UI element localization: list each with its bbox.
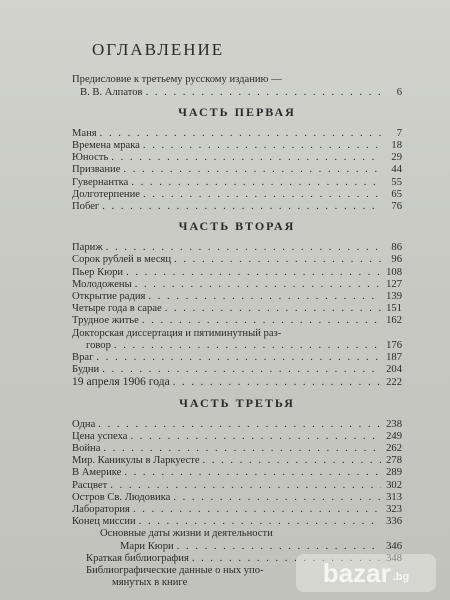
toc-entry (72, 340, 402, 352)
toc-entry (72, 152, 402, 164)
leader-dots (146, 87, 381, 99)
entry-label: Трудное житье (72, 315, 139, 327)
watermark-tld: .bg (392, 571, 410, 583)
leader-dots (177, 541, 381, 553)
page-number: 162 (386, 315, 402, 327)
entry-label: Маня (72, 127, 97, 139)
appendix-label-continued: Мари Кюри (120, 540, 174, 552)
leader-dots (102, 201, 381, 213)
watermark-text: bazar (322, 557, 391, 588)
page-number: 55 (391, 176, 402, 188)
entry-label: Гувернантка (72, 176, 129, 188)
part-two (72, 219, 402, 389)
entry-label: Времена мрака (72, 139, 140, 151)
appendix-label-continued: мянутых в книге (112, 577, 188, 589)
toc-entry (72, 504, 402, 516)
toc-entry (72, 516, 402, 528)
page-number: 44 (391, 164, 402, 176)
toc-entry (72, 480, 402, 492)
part-heading: ЧАСТЬ ТРЕТЬЯ (179, 395, 295, 410)
toc-entry (72, 431, 402, 443)
page-number: 176 (386, 339, 402, 351)
toc-entry (72, 189, 402, 201)
entry-label: Молодожены (72, 278, 132, 290)
leader-dots (143, 189, 381, 201)
page-number: 262 (386, 442, 402, 454)
part-heading: ЧАСТЬ ВТОРАЯ (178, 219, 296, 234)
leader-dots (106, 242, 381, 254)
page-number: 151 (386, 303, 402, 315)
toc-entry (72, 315, 402, 327)
entry-label: Париж (72, 242, 103, 254)
leader-dots (148, 291, 381, 303)
page-number: 65 (391, 188, 402, 200)
toc-entry (72, 164, 402, 176)
toc-entry (72, 254, 402, 266)
page-number: 187 (386, 351, 402, 363)
leader-dots (133, 504, 381, 516)
leader-dots (96, 352, 381, 364)
leader-dots (139, 516, 381, 528)
page-number: 76 (391, 200, 402, 212)
entry-label: Лаборатория (72, 503, 130, 515)
entry-label: Остров Св. Людовика (72, 491, 171, 503)
entry-label: В Америке (72, 467, 122, 479)
page-number: 238 (386, 418, 402, 430)
preface-author: В. В. Алпатов (80, 86, 143, 98)
part-heading: ЧАСТЬ ПЕРВАЯ (178, 104, 296, 119)
leader-dots (103, 443, 381, 455)
page-number: 323 (386, 503, 402, 515)
toc-entry (72, 177, 402, 189)
entry-label: Пьер Кюри (72, 266, 124, 278)
preface-line1: Предисловие к третьему русскому изданию — (72, 74, 282, 85)
entry-label: Цена успеха (72, 430, 128, 442)
leader-dots (173, 377, 381, 389)
toc-entry (72, 455, 402, 467)
entry-label: Долготерпение (72, 188, 140, 200)
page-number: 86 (391, 242, 402, 254)
toc-entry (72, 376, 402, 389)
page-number: 313 (386, 491, 402, 503)
toc-entry (72, 419, 402, 431)
appendix-entry (72, 541, 402, 553)
page-number: 222 (386, 377, 402, 389)
entry-label: Война (72, 442, 101, 454)
entry-label: Враг (72, 351, 94, 363)
part-one (72, 105, 402, 213)
entry-label-continued: говор (86, 339, 111, 351)
entry-label: Призвание (72, 164, 121, 176)
entry-label: Сорок рублей в месяц (72, 254, 172, 266)
toc-entry (72, 303, 402, 315)
toc-entry (72, 267, 402, 279)
leader-dots (142, 315, 381, 327)
leader-dots (98, 419, 381, 431)
toc-entry (72, 352, 402, 364)
entry-label: Конец миссии (72, 516, 136, 528)
leader-dots (143, 140, 381, 152)
leader-dots (173, 492, 381, 504)
leader-dots (165, 303, 381, 315)
page-number: 346 (386, 540, 402, 552)
leader-dots (203, 455, 381, 467)
bazar-watermark-logo (296, 554, 436, 592)
page-number: 278 (386, 455, 402, 467)
appendix-label-head: Библиографические данные о (86, 565, 221, 576)
appendix-label-tail: ных упо- (223, 565, 264, 576)
page-number: 289 (386, 467, 402, 479)
toc-entry (72, 201, 402, 213)
leader-dots (174, 254, 381, 266)
page-number: 127 (386, 278, 402, 290)
leader-dots (123, 164, 381, 176)
toc-entry (72, 140, 402, 152)
leader-dots (124, 467, 381, 479)
toc-entry (72, 242, 402, 254)
page-number: 249 (386, 430, 402, 442)
entry-label: 19 апреля 1906 года (72, 375, 170, 389)
entry-label: Расцвет (72, 479, 108, 491)
page-number: 302 (386, 479, 402, 491)
entry-label: Открытие радия (72, 290, 146, 302)
preface-entry (72, 74, 402, 99)
entry-label: Одна (72, 418, 96, 430)
leader-dots (111, 152, 381, 164)
page-number: 7 (396, 127, 402, 139)
toc-entry (72, 291, 402, 303)
entry-label: Докторская диссертация и пятиминутный раз- (72, 327, 282, 339)
appendix-label: Краткая библиография (86, 552, 189, 564)
page-number: 96 (391, 254, 402, 266)
toc-entry (72, 467, 402, 479)
entry-label: Будни (72, 364, 100, 376)
page-number: 204 (386, 364, 402, 376)
toc-entry (72, 128, 402, 140)
appendix-label: Основные даты жизни и деятельности (100, 528, 273, 540)
entry-label: Побег (72, 200, 100, 212)
toc-entry (72, 443, 402, 455)
page-number: 336 (386, 516, 402, 528)
leader-dots (114, 340, 381, 352)
entry-label: Четыре года в сарае (72, 303, 162, 315)
leader-dots (131, 177, 381, 189)
toc-entry (72, 492, 402, 504)
entry-label: Мир. Каникулы в Ларкуесте (72, 455, 200, 467)
toc-entry (72, 279, 402, 291)
leader-dots (126, 267, 381, 279)
entry-label: Юность (72, 152, 109, 164)
page-number: 139 (386, 290, 402, 302)
page-number: 348 (386, 552, 402, 564)
page-number: 108 (386, 266, 402, 278)
toc-title: ОГЛАВЛЕНИЕ (92, 40, 225, 59)
preface-line2 (72, 87, 402, 99)
page-number: 29 (391, 152, 402, 164)
leader-dots (110, 480, 381, 492)
leader-dots (135, 279, 381, 291)
page-number: 6 (396, 86, 402, 98)
leader-dots (130, 431, 381, 443)
page-number: 18 (391, 139, 402, 151)
leader-dots (100, 128, 381, 140)
